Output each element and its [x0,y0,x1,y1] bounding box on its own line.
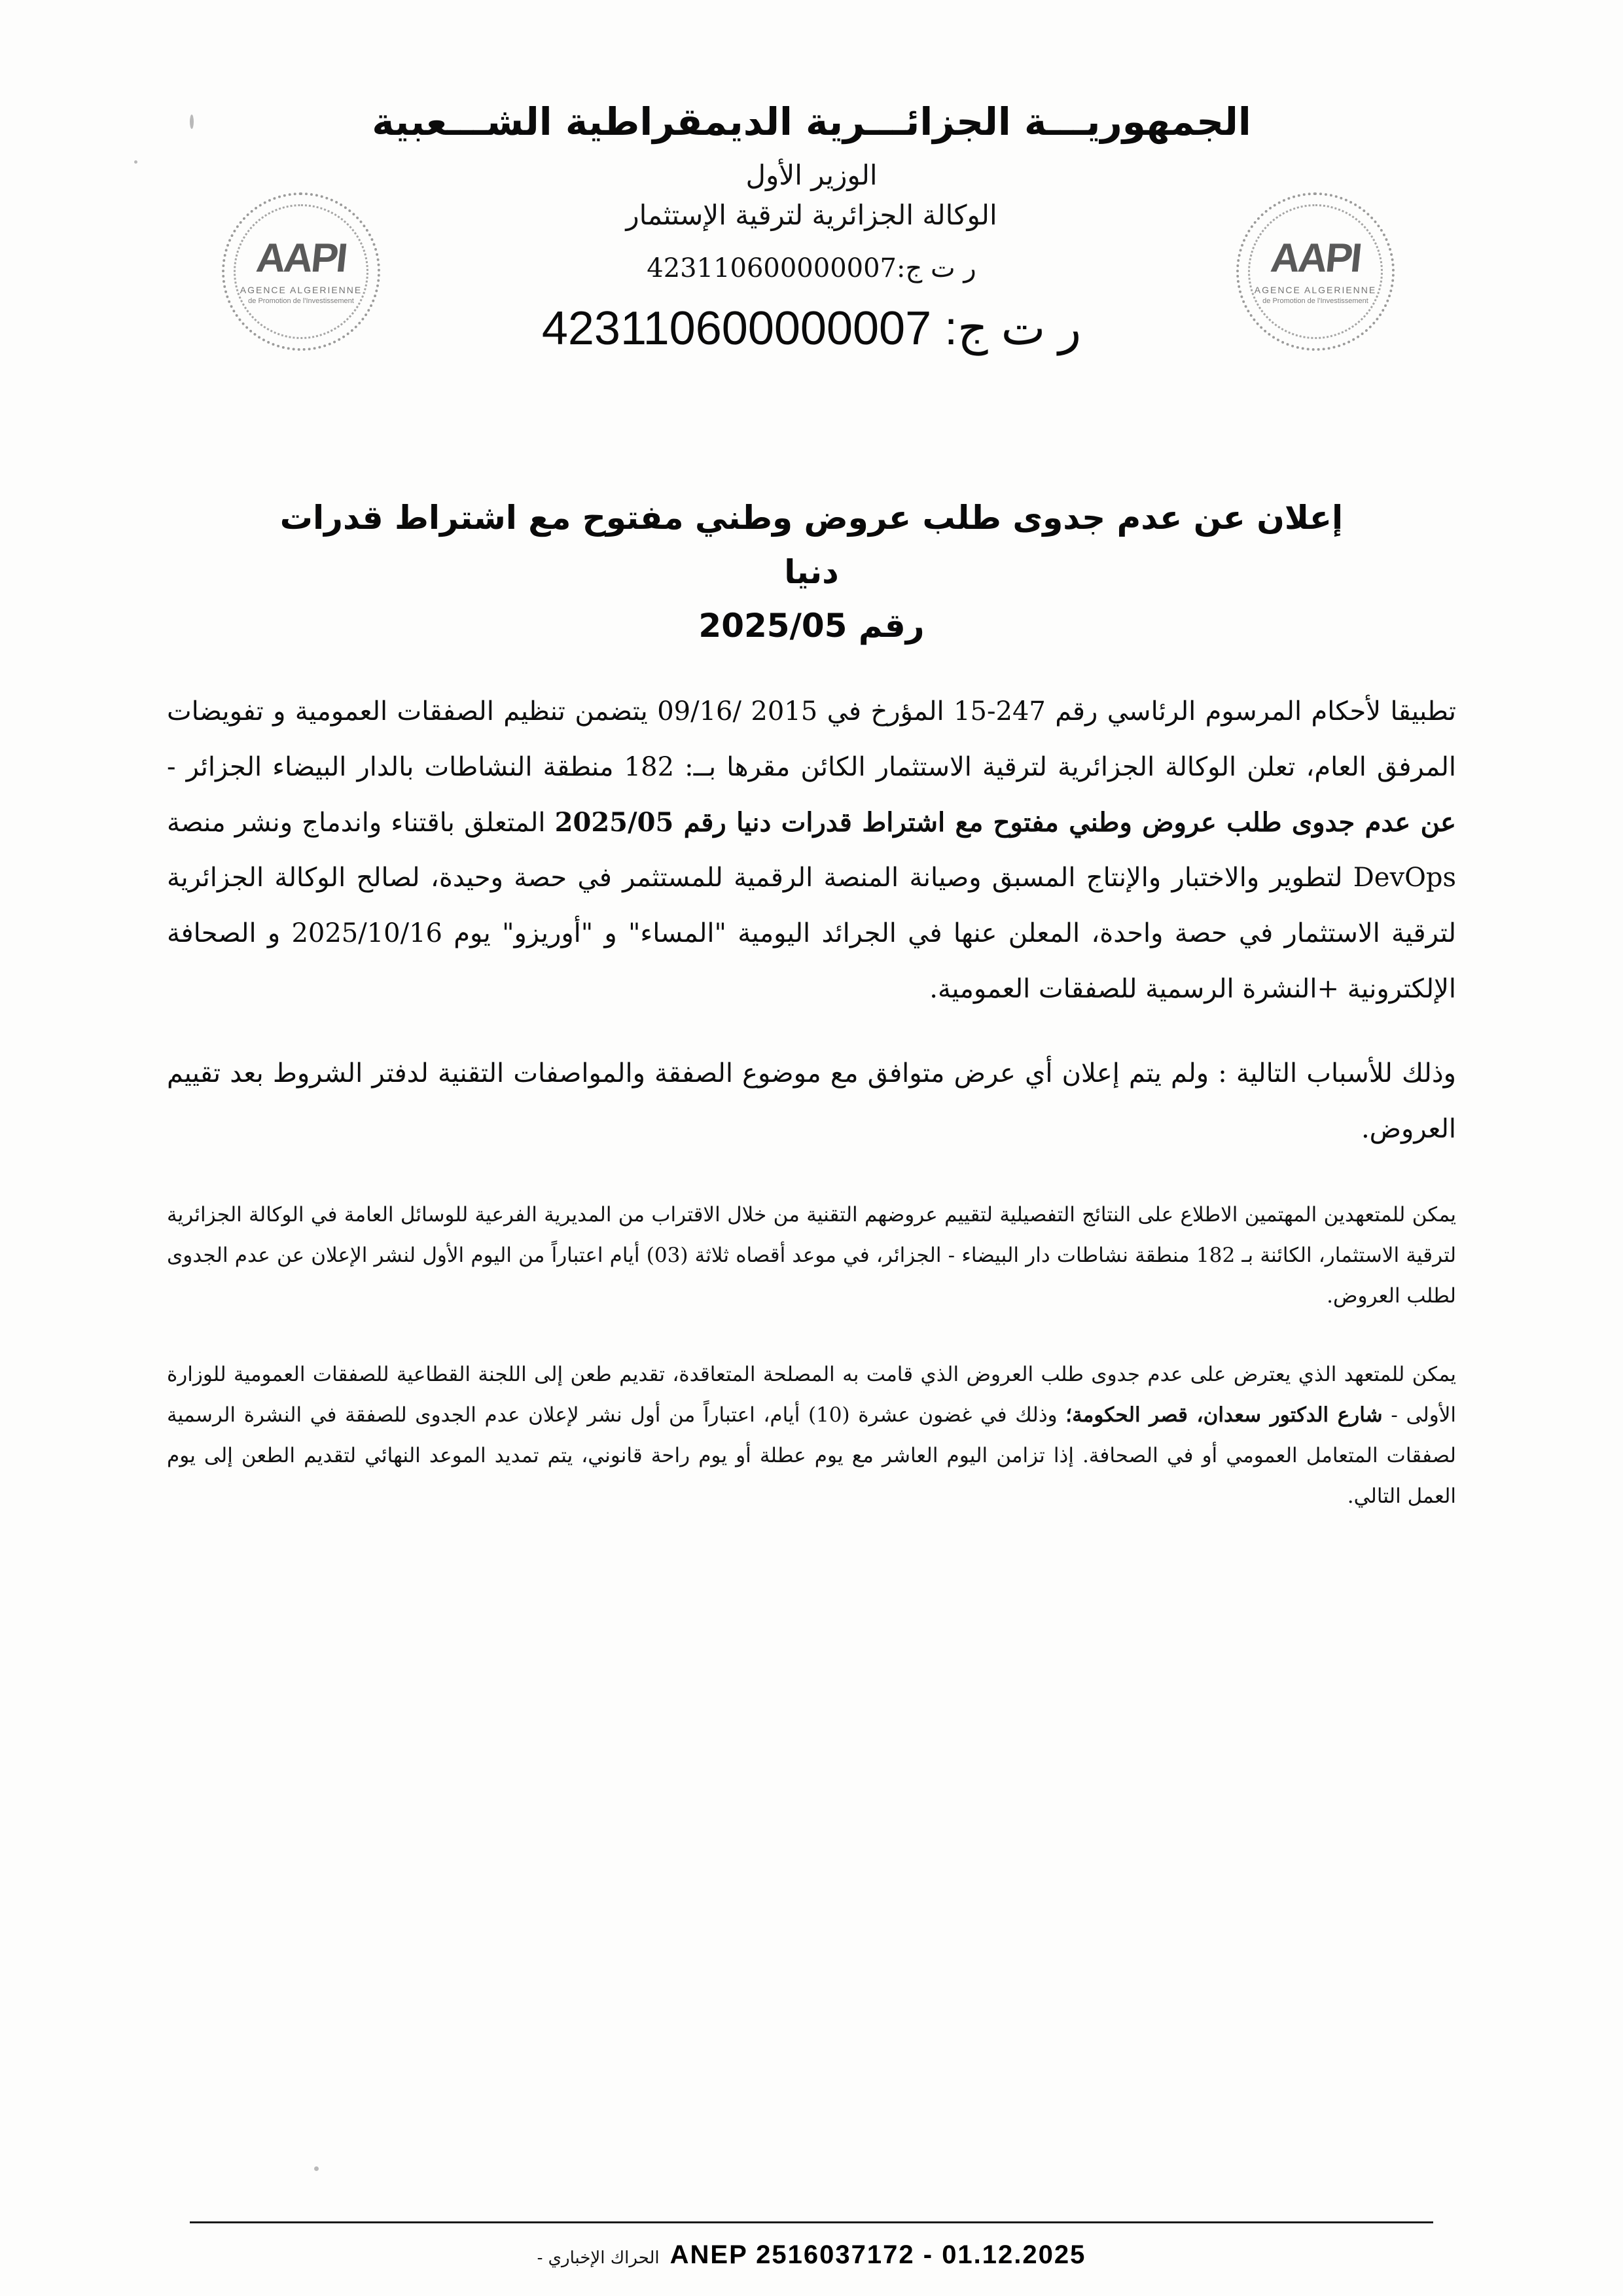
republic-heading: الجمهوريـــة الجزائـــرية الديمقراطية الشـــعبية [372,99,1251,144]
aapi-subtitle-fr: AGENCE ALGERIENNE [240,285,363,295]
p4-part-a: يمكن للمتعهد الذي يعترض على عدم جدوى طلب العروض الذي قامت به المصلحة المتعاقدة، تقديم طعن إلى اللجنة القطاعية للصفقات العمومية للوزارة الأولى - [167,1363,1456,1427]
aapi-subtitle-fr2: de Promotion de l'Investissement [248,297,354,305]
document-footer [0,2221,1623,2270]
aapi-wordmark: AAPI [254,236,348,281]
p4-bold-address: شارع الدكتور سعدان، قصر الحكومة؛ [1065,1403,1383,1427]
ministry-line: الوزير الأول [745,158,878,191]
paragraph-results-access: يمكن للمتعهدين المهتمين الاطلاع على النتائج التفصيلية لتقييم عروضهم التقنية من خلال الاقتراب من المديرية الفرعية للوسائل العامة في الوكالة الجزائرية لترقية الاستثمار، الكائنة بـ 182 منطقة نشاطات دار البيضاء - الجزائر، في موعد أقصاه ثلاثة (03) أيام اعتباراً من اليوم الأول لنشر الإعلان عن عدم الجدوى لطلب العروض. [167,1203,1457,1308]
aapi-wordmark: AAPI [1268,236,1363,281]
footer-source: الحراك الإخباري - [537,2248,660,2268]
paragraph-reasons: وذلك للأسباب التالية : ولم يتم إعلان أي عرض متوافق مع موضوع الصفقة والمواصفات التقنية لدفتر الشروط بعد تقييم العروض. [167,1058,1456,1144]
registration-number-large: ر ت ج: 423110600000007 [541,302,1082,355]
document-body [167,684,1456,1516]
registration-number-small: ر ت ج:423110600000007 [647,253,976,283]
footer-divider [190,2221,1433,2223]
footer-content [537,2240,1086,2270]
p1-part-a: تطبيقا لأحكام المرسوم الرئاسي رقم 247-15 المؤرخ في 2015 /09/16 يتضمن تنظيم الصفقات العمومية و تفويضات المرفق العام، تعلن الوكالة الجزائرية لترقية الاستثمار الكائن مقرها بــ: 182 منطقة النشاطات بالدار البيضاء الجزائر - [167,696,1457,782]
p4-part-b: وذلك في غضون عشرة (10) أيام، اعتباراً من أول نشر لإعلان عدم الجدوى للصفقة في النشرة الرسمية لصفقات المتعامل العمومي أو في الصحافة. إذا تزامن اليوم العاشر مع يوم عطلة أو يوم راحة قانوني، يتم تمديد الموعد النهائي لتقديم الطعن إلى يوم العمل التالي. [167,1403,1456,1509]
anep-reference: ANEP 2516037172 - 01.12.2025 [669,2240,1086,2269]
page-title [249,491,1374,653]
agency-line: الوكالة الجزائرية لترقية الإستثمار [626,198,997,231]
p1-part-b: المتعلق باقتناء واندماج ونشر منصة [167,807,555,838]
paragraph-legal-basis [167,684,1456,1017]
scan-speck [314,2166,319,2171]
aapi-subtitle-fr: AGENCE ALGERIENNE [1254,285,1377,295]
p1-bold-subject: عن عدم جدوى طلب عروض وطني مفتوح مع اشتراط قدرات دنيا رقم 2025/05 [554,806,1456,838]
p1-part-c: لتطوير والاختبار والإنتاج المسبق وصيانة المنصة الرقمية للمستثمر في حصة وحيدة، لصالح الوكالة الجزائرية لترقية الاستثمار في حصة واحدة، المعلن عنها في الجرائد اليومية "المساء" و "أوريزو" يوم 2025/10/16 و الصحافة الإلكترونية +النشرة الرسمية للصفقات العمومية. [167,863,1457,1004]
aapi-subtitle-fr2: de Promotion de l'Investissement [1262,297,1368,305]
paragraph-appeal [167,1354,1456,1516]
document-header [0,98,1623,355]
page-title-line1: إعلان عن عدم جدوى طلب عروض وطني مفتوح مع اشتراط قدرات دنيا [279,499,1344,591]
page-title-line2: رقم 2025/05 [698,607,925,645]
p1-devops-term: DevOps [1353,863,1456,893]
